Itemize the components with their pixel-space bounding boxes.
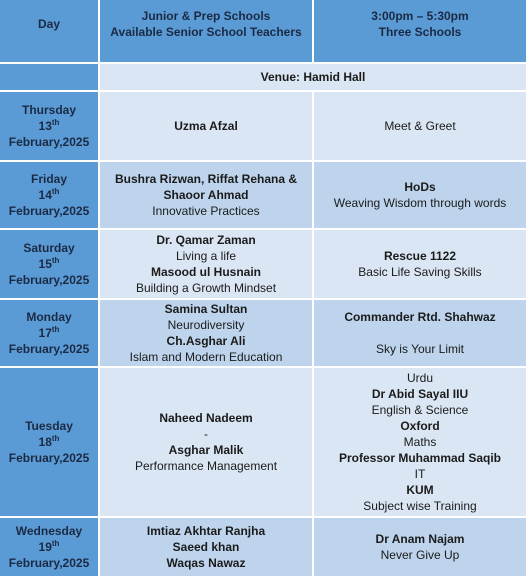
session-topic: Innovative Practices bbox=[152, 204, 260, 218]
speaker-name: Naheed Nadeem bbox=[159, 411, 253, 425]
venue-row bbox=[0, 64, 526, 92]
session-topic: Maths bbox=[403, 435, 437, 449]
day-name: Saturday bbox=[23, 241, 75, 255]
speaker-name: Masood ul Husnain bbox=[150, 265, 261, 279]
session-topic: Neurodiversity bbox=[167, 318, 245, 332]
date-number: 14 bbox=[38, 188, 52, 202]
day-cell bbox=[0, 162, 100, 228]
session-cell bbox=[314, 92, 526, 160]
presenter-cell bbox=[100, 162, 314, 228]
speaker-name: Rescue 1122 bbox=[383, 249, 457, 263]
schedule-row bbox=[0, 230, 526, 300]
day-cell bbox=[0, 230, 100, 298]
session-topic: Meet & Greet bbox=[384, 119, 456, 133]
speaker-name: Bushra Rizwan, Riffat Rehana & bbox=[114, 172, 298, 186]
day-cell bbox=[0, 92, 100, 160]
presenter-cell bbox=[100, 92, 314, 160]
speaker-name: KUM bbox=[406, 483, 434, 497]
schedule-row bbox=[0, 92, 526, 162]
session-cell bbox=[314, 368, 526, 516]
day-date bbox=[39, 539, 60, 555]
date-suffix: th bbox=[51, 187, 60, 196]
header-day: Day bbox=[0, 0, 100, 62]
speaker-name: Waqas Nawaz bbox=[166, 556, 246, 570]
header-col2-line1: 3:00pm – 5:30pm bbox=[371, 9, 469, 23]
speaker-name: Uzma Afzal bbox=[174, 119, 238, 133]
day-month: February,2025 bbox=[8, 342, 90, 356]
day-cell bbox=[0, 368, 100, 516]
speaker-name: Professor Muhammad Saqib bbox=[338, 451, 502, 465]
day-date bbox=[39, 118, 60, 134]
day-date bbox=[39, 434, 60, 450]
session-topic: Building a Growth Mindset bbox=[135, 281, 277, 295]
presenter-cell bbox=[100, 518, 314, 576]
speaker-name: Dr Anam Najam bbox=[375, 532, 465, 546]
presenter-cell bbox=[100, 368, 314, 516]
day-date bbox=[39, 256, 60, 272]
date-suffix: th bbox=[51, 434, 60, 443]
day-date bbox=[39, 325, 60, 341]
date-suffix: th bbox=[51, 256, 60, 265]
header-row bbox=[0, 0, 526, 64]
presenter-cell bbox=[100, 230, 314, 298]
speaker-name: Imtiaz Akhtar Ranjha bbox=[146, 524, 266, 538]
day-month: February,2025 bbox=[8, 204, 90, 218]
day-name: Tuesday bbox=[25, 419, 73, 433]
session-topic bbox=[418, 325, 421, 341]
day-month: February,2025 bbox=[8, 451, 90, 465]
session-topic: Urdu bbox=[406, 371, 433, 385]
session-topic: Islam and Modern Education bbox=[129, 350, 283, 364]
schedule-row bbox=[0, 300, 526, 368]
day-date bbox=[39, 187, 60, 203]
day-name: Monday bbox=[26, 310, 72, 324]
header-col1-line2: Available Senior School Teachers bbox=[110, 25, 302, 39]
day-name: Friday bbox=[30, 172, 67, 186]
date-number: 13 bbox=[38, 119, 52, 133]
day-month: February,2025 bbox=[8, 273, 90, 287]
header-col2 bbox=[314, 0, 526, 62]
speaker-name: Dr. Qamar Zaman bbox=[156, 233, 256, 247]
venue-day-blank bbox=[0, 64, 100, 90]
date-suffix: th bbox=[51, 325, 60, 334]
day-name: Thursday bbox=[21, 103, 76, 117]
date-suffix: th bbox=[51, 539, 60, 548]
day-month: February,2025 bbox=[8, 135, 90, 149]
header-col2-line2: Three Schools bbox=[378, 25, 462, 39]
session-topic: Never Give Up bbox=[380, 548, 460, 562]
session-topic: Weaving Wisdom through words bbox=[333, 196, 507, 210]
date-number: 17 bbox=[38, 326, 52, 340]
header-col1-line1: Junior & Prep Schools bbox=[141, 9, 271, 23]
schedule-row bbox=[0, 162, 526, 230]
day-cell bbox=[0, 300, 100, 366]
speaker-name: Saeed khan bbox=[172, 540, 240, 554]
session-topic: English & Science bbox=[371, 403, 469, 417]
session-topic: - bbox=[204, 427, 208, 441]
session-topic: Basic Life Saving Skills bbox=[358, 265, 482, 279]
session-cell bbox=[314, 230, 526, 298]
session-topic: Subject wise Training bbox=[363, 499, 477, 513]
session-topic: Performance Management bbox=[134, 459, 278, 473]
speaker-name: HoDs bbox=[404, 180, 436, 194]
date-number: 15 bbox=[38, 257, 52, 271]
session-cell bbox=[314, 518, 526, 576]
speaker-name: Asghar Malik bbox=[168, 443, 244, 457]
schedule-row bbox=[0, 368, 526, 518]
speaker-name: Oxford bbox=[400, 419, 440, 433]
session-topic: Sky is Your Limit bbox=[375, 342, 465, 356]
speaker-name: Ch.Asghar Ali bbox=[166, 334, 246, 348]
speaker-name: Shaoor Ahmad bbox=[163, 188, 249, 202]
speaker-name: Samina Sultan bbox=[164, 302, 248, 316]
presenter-cell bbox=[100, 300, 314, 366]
session-cell bbox=[314, 162, 526, 228]
header-col1 bbox=[100, 0, 314, 62]
speaker-name: Commander Rtd. Shahwaz bbox=[344, 310, 496, 324]
day-month: February,2025 bbox=[8, 556, 90, 570]
day-cell bbox=[0, 518, 100, 576]
date-suffix: th bbox=[51, 118, 60, 127]
speaker-name: Dr Abid Sayal IIU bbox=[371, 387, 469, 401]
venue-label: Venue: Hamid Hall bbox=[100, 64, 526, 90]
schedule-row bbox=[0, 518, 526, 578]
session-topic: IT bbox=[414, 467, 426, 481]
day-name: Wednesday bbox=[15, 524, 83, 538]
date-number: 19 bbox=[38, 540, 52, 554]
session-topic: Living a life bbox=[175, 249, 237, 263]
date-number: 18 bbox=[38, 435, 52, 449]
session-cell bbox=[314, 300, 526, 366]
